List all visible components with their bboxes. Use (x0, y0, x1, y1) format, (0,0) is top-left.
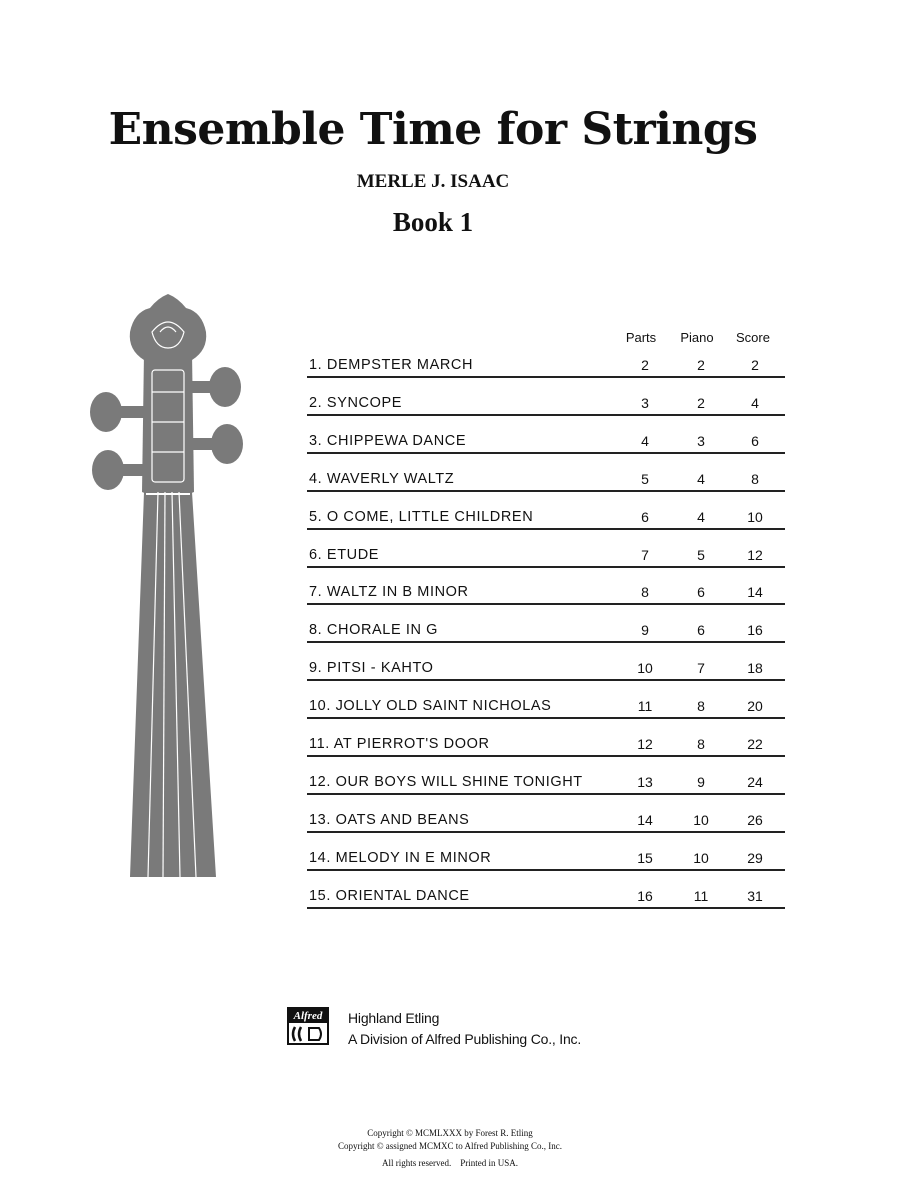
row-parts-page: 4 (641, 432, 649, 449)
row-score-page: 16 (747, 622, 763, 639)
row-score-page: 26 (747, 811, 763, 828)
row-score-page: 8 (751, 470, 759, 487)
violin-scroll-icon (88, 292, 248, 877)
row-parts-page: 15 (637, 849, 653, 866)
row-score-page: 2 (751, 357, 759, 373)
table-row (307, 466, 785, 492)
table-row (307, 845, 785, 871)
row-score-page: 12 (747, 546, 763, 563)
table-row (307, 542, 785, 568)
row-title: 3. CHIPPEWA DANCE (309, 432, 467, 449)
table-row (307, 352, 785, 378)
row-title: 2. SYNCOPE (309, 394, 403, 411)
copyright-line-3: All rights reserved. Printed in USA. (382, 1158, 518, 1168)
row-parts-page: 16 (637, 887, 653, 904)
book-number: Book 1 (392, 207, 474, 237)
copyright-line-1: Copyright © MCMLXXX by Forest R. Etling (367, 1128, 533, 1138)
row-title: 11. AT PIERROT'S DOOR (309, 736, 490, 752)
alfred-logo-icon (287, 1007, 329, 1045)
row-title: 9. PITSI - KAHTO (309, 660, 434, 677)
row-parts-page: 11 (637, 698, 653, 715)
table-row (307, 579, 785, 605)
row-title: 6. ETUDE (309, 546, 380, 563)
row-title: 1. DEMPSTER MARCH (309, 357, 474, 373)
copyright-line-2: Copyright © assigned MCMXC to Alfred Publishing Co., Inc. (337, 1141, 563, 1151)
row-parts-page: 3 (641, 394, 649, 411)
row-title: 14. MELODY IN E MINOR (309, 849, 492, 866)
alfred-logo-text: Alfred (289, 1009, 327, 1023)
row-parts-page: 8 (641, 584, 649, 601)
row-score-page: 22 (747, 736, 763, 752)
row-piano-page: 8 (697, 698, 705, 715)
table-row (307, 693, 785, 719)
row-piano-page: 2 (697, 394, 705, 411)
row-piano-page: 6 (697, 622, 705, 639)
row-parts-page: 13 (637, 773, 653, 790)
publisher-division: A Division of Alfred Publishing Co., Inc. (348, 1031, 582, 1047)
row-title: 8. CHORALE IN G (309, 622, 439, 639)
row-title: 5. O COME, LITTLE CHILDREN (309, 508, 534, 525)
column-header-piano: Piano (680, 330, 714, 345)
row-score-page: 14 (747, 584, 763, 601)
row-piano-page: 4 (697, 470, 705, 487)
row-parts-page: 10 (637, 660, 653, 677)
row-title: 4. WAVERLY WALTZ (309, 470, 455, 487)
row-score-page: 18 (747, 660, 763, 677)
row-score-page: 4 (751, 394, 759, 411)
row-piano-page: 3 (697, 432, 705, 449)
row-title: 7. WALTZ IN B MINOR (309, 584, 469, 601)
table-row (307, 731, 785, 757)
row-score-page: 20 (747, 698, 763, 715)
row-piano-page: 7 (697, 660, 705, 677)
column-header-parts: Parts (625, 330, 657, 345)
row-parts-page: 14 (637, 811, 653, 828)
row-parts-page: 9 (641, 622, 649, 639)
row-score-page: 31 (747, 887, 763, 904)
row-parts-page: 12 (637, 736, 653, 752)
row-title: 12. OUR BOYS WILL SHINE TONIGHT (309, 773, 583, 790)
row-piano-page: 5 (697, 546, 705, 563)
row-score-page: 29 (747, 849, 763, 866)
table-row (307, 504, 785, 530)
row-parts-page: 6 (641, 508, 649, 525)
column-header-score: Score (736, 330, 770, 345)
author-name: MERLE J. ISAAC (356, 171, 510, 192)
table-row (307, 807, 785, 833)
row-parts-page: 5 (641, 470, 649, 487)
table-row (307, 390, 785, 416)
row-score-page: 10 (747, 508, 763, 525)
page-title: Ensemble Time for Strings (108, 104, 758, 155)
row-piano-page: 8 (697, 736, 705, 752)
row-piano-page: 6 (697, 584, 705, 601)
publisher-name: Highland Etling (348, 1010, 440, 1026)
table-row (307, 655, 785, 681)
row-title: 13. OATS AND BEANS (309, 811, 470, 828)
row-title: 10. JOLLY OLD SAINT NICHOLAS (309, 698, 552, 715)
table-row (307, 883, 785, 909)
table-row (307, 428, 785, 454)
row-piano-page: 10 (693, 849, 709, 866)
row-piano-page: 11 (693, 887, 709, 904)
row-parts-page: 7 (641, 546, 649, 563)
row-piano-page: 9 (697, 773, 705, 790)
row-score-page: 24 (747, 773, 763, 790)
row-score-page: 6 (751, 432, 759, 449)
row-piano-page: 10 (693, 811, 709, 828)
row-piano-page: 4 (697, 508, 705, 525)
row-title: 15. ORIENTAL DANCE (309, 887, 470, 904)
row-piano-page: 2 (697, 357, 705, 373)
row-parts-page: 2 (641, 357, 649, 373)
table-row (307, 617, 785, 643)
table-row (307, 769, 785, 795)
